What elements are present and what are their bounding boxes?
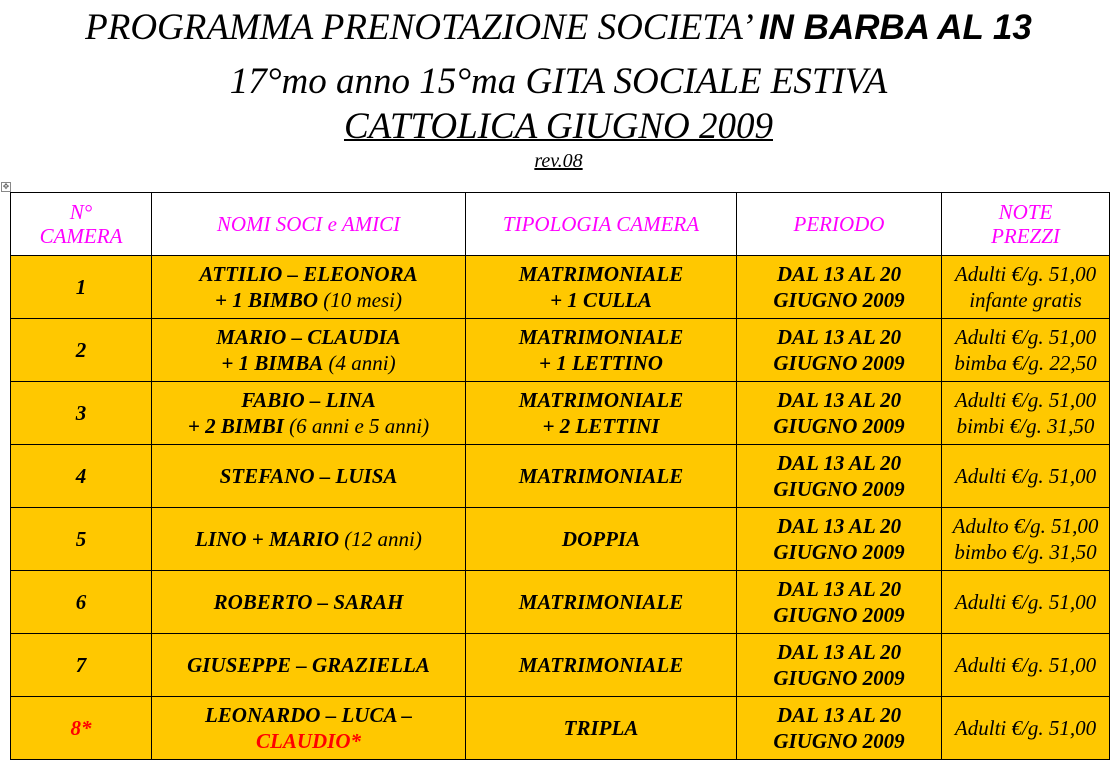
header-num-line2: CAMERA: [39, 224, 123, 248]
title-association-name: IN BARBA AL 13: [758, 8, 1032, 47]
booking-table: [10, 192, 1110, 760]
period-line2: GIUGNO 2009: [773, 477, 905, 501]
names-line1: ATTILIO – ELEONORA: [199, 262, 418, 286]
room-line2: + 1 LETTINO: [539, 351, 663, 375]
notes-line2: bimbi €/g. 31,50: [956, 414, 1095, 438]
notes-line2: infante gratis: [969, 288, 1082, 312]
room-type: [466, 256, 737, 319]
room-type: [466, 571, 737, 634]
header-names: NOMI SOCI e AMICI: [152, 193, 466, 256]
table-row: [11, 508, 1110, 571]
member-names: [152, 571, 466, 634]
member-names: [152, 697, 466, 760]
period-line2: GIUGNO 2009: [773, 666, 905, 690]
table-row: [11, 382, 1110, 445]
room-line1: MATRIMONIALE: [518, 464, 684, 488]
names-line1: GIUSEPPE – GRAZIELLA: [187, 653, 430, 677]
period-line1: DAL 13 AL 20: [776, 640, 902, 664]
period-line2: GIUGNO 2009: [773, 288, 905, 312]
room-line2: + 1 CULLA: [550, 288, 652, 312]
notes-line1: Adulti €/g. 51,00: [954, 388, 1097, 412]
room-number: 7: [11, 634, 152, 697]
room-line1: MATRIMONIALE: [518, 262, 684, 286]
room-line1: MATRIMONIALE: [518, 325, 684, 349]
notes-line1: Adulti €/g. 51,00: [954, 464, 1097, 488]
member-names: [152, 382, 466, 445]
room-line1: MATRIMONIALE: [518, 653, 684, 677]
stay-period: [737, 508, 942, 571]
header-num-line1: N°: [69, 200, 93, 224]
names-extra: + 1 BIMBO: [215, 288, 318, 312]
stay-period: [737, 382, 942, 445]
notes-line1: Adulti €/g. 51,00: [954, 325, 1097, 349]
member-names: [152, 634, 466, 697]
stay-period: [737, 697, 942, 760]
stay-period: [737, 634, 942, 697]
header-notes: [942, 193, 1110, 256]
member-names: [152, 319, 466, 382]
period-line1: DAL 13 AL 20: [776, 451, 902, 475]
table-row: [11, 634, 1110, 697]
notes-line1: Adulti €/g. 51,00: [954, 653, 1097, 677]
room-type: [466, 445, 737, 508]
price-notes: [942, 697, 1110, 760]
table-row: [11, 256, 1110, 319]
stay-period: [737, 256, 942, 319]
period-line1: DAL 13 AL 20: [776, 262, 902, 286]
notes-line2: bimbo €/g. 31,50: [954, 540, 1097, 564]
names-extra-detail: (12 anni): [339, 527, 422, 551]
room-type: [466, 382, 737, 445]
names-line1: STEFANO – LUISA: [219, 464, 398, 488]
names-line1: LEONARDO – LUCA –: [204, 703, 413, 727]
room-number: 3: [11, 382, 152, 445]
member-names: [152, 508, 466, 571]
room-number: 8*: [11, 697, 152, 760]
room-type: [466, 697, 737, 760]
price-notes: [942, 571, 1110, 634]
room-type: [466, 319, 737, 382]
room-number: 4: [11, 445, 152, 508]
table-row: [11, 571, 1110, 634]
table-move-handle-icon[interactable]: ✥: [2, 182, 10, 191]
price-notes: [942, 256, 1110, 319]
period-line2: GIUGNO 2009: [773, 603, 905, 627]
header-notes-line2: PREZZI: [991, 224, 1060, 248]
stay-period: [737, 571, 942, 634]
room-line1: DOPPIA: [561, 527, 641, 551]
notes-line1: Adulti €/g. 51,00: [954, 262, 1097, 286]
names-extra: + 1 BIMBA: [221, 351, 324, 375]
room-line1: MATRIMONIALE: [518, 590, 684, 614]
room-type: [466, 508, 737, 571]
names-line1: MARIO – CLAUDIA: [216, 325, 401, 349]
price-notes: [942, 319, 1110, 382]
room-line1: MATRIMONIALE: [518, 388, 684, 412]
room-number: 2: [11, 319, 152, 382]
revision-text: rev.08: [534, 150, 583, 172]
member-names: [152, 445, 466, 508]
price-notes: [942, 508, 1110, 571]
room-number: 5: [11, 508, 152, 571]
room-type: [466, 634, 737, 697]
names-line2: CLAUDIO*: [255, 729, 361, 753]
table-row: [11, 697, 1110, 760]
room-line1: TRIPLA: [563, 716, 639, 740]
period-line1: DAL 13 AL 20: [776, 325, 902, 349]
room-number: 6: [11, 571, 152, 634]
names-line1: FABIO – LINA: [241, 388, 376, 412]
document-title: [0, 6, 1117, 49]
price-notes: [942, 445, 1110, 508]
price-notes: [942, 382, 1110, 445]
period-line1: DAL 13 AL 20: [776, 388, 902, 412]
header-room-type: TIPOLOGIA CAMERA: [466, 193, 737, 256]
notes-line1: Adulti €/g. 51,00: [954, 716, 1097, 740]
names-extra-detail: (4 anni): [323, 351, 396, 375]
period-line1: DAL 13 AL 20: [776, 514, 902, 538]
stay-period: [737, 319, 942, 382]
header-room-number: [11, 193, 152, 256]
notes-line1: Adulti €/g. 51,00: [954, 590, 1097, 614]
period-line2: GIUGNO 2009: [773, 351, 905, 375]
period-line1: DAL 13 AL 20: [776, 577, 902, 601]
member-names: [152, 256, 466, 319]
document-location: [0, 105, 1117, 148]
notes-line2: bimba €/g. 22,50: [954, 351, 1097, 375]
period-line2: GIUGNO 2009: [773, 729, 905, 753]
table-row: [11, 319, 1110, 382]
table-row: [11, 445, 1110, 508]
header-period: PERIODO: [737, 193, 942, 256]
period-line2: GIUGNO 2009: [773, 414, 905, 438]
names-extra: + 2 BIMBI: [187, 414, 284, 438]
document-subtitle: 17°mo anno 15°ma GITA SOCIALE ESTIVA: [229, 61, 888, 102]
names-extra-detail: (10 mesi): [318, 288, 402, 312]
title-prefix: PROGRAMMA PRENOTAZIONE SOCIETA’: [85, 7, 750, 48]
revision-label: [0, 150, 1117, 173]
notes-line1: Adulto €/g. 51,00: [952, 514, 1099, 538]
location-text: CATTOLICA GIUGNO 2009: [343, 106, 773, 147]
period-line2: GIUGNO 2009: [773, 540, 905, 564]
room-line2: + 2 LETTINI: [542, 414, 660, 438]
names-line1: LINO + MARIO: [195, 527, 339, 551]
table-header-row: [11, 193, 1110, 256]
price-notes: [942, 634, 1110, 697]
header-notes-line1: NOTE: [998, 200, 1053, 224]
period-line1: DAL 13 AL 20: [776, 703, 902, 727]
stay-period: [737, 445, 942, 508]
names-extra-detail: (6 anni e 5 anni): [283, 414, 430, 438]
room-number: 1: [11, 256, 152, 319]
names-line1: ROBERTO – SARAH: [213, 590, 404, 614]
